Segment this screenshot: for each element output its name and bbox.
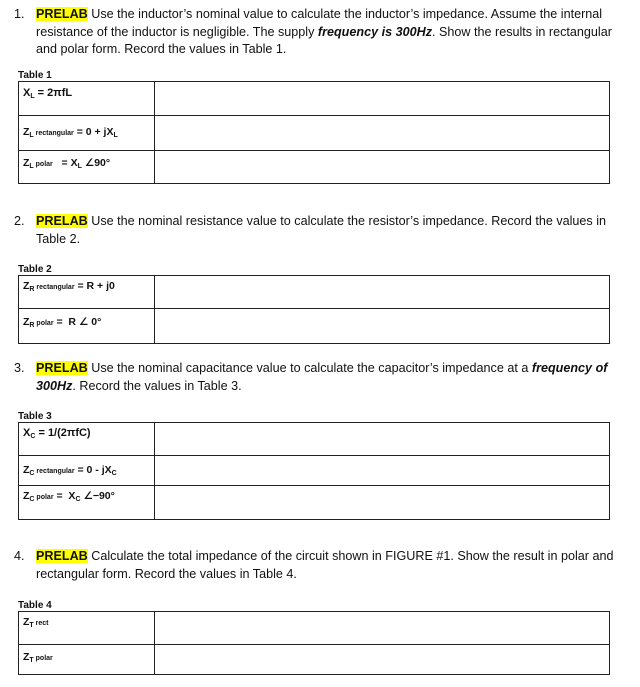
question-number: 1. xyxy=(14,7,25,21)
table-value-cell[interactable] xyxy=(155,309,610,344)
table-label-cell xyxy=(19,612,155,645)
question-text-end: . Record the values in Table 3. xyxy=(72,378,242,393)
question-3 xyxy=(14,360,614,395)
prelab-tag: PRELAB xyxy=(36,214,88,228)
zl-polar-formula: $Z_L$ polar = $X_L$ ∠90° xyxy=(23,157,111,170)
zt-rect-label: $Z_T$ rect xyxy=(23,616,49,629)
table-row xyxy=(19,612,610,645)
table-label-cell xyxy=(19,82,155,116)
table-value-cell[interactable] xyxy=(155,456,610,486)
zc-rect-formula: $Z_C$ rectangular = $0 - jX_C$ xyxy=(23,464,117,477)
question-2 xyxy=(14,213,614,248)
question-text: Use the nominal resistance value to calculate the resistor’s impedance. Record the values in Table 2. xyxy=(36,214,607,246)
table-1 xyxy=(18,81,610,184)
table-row xyxy=(19,423,610,456)
table-4-caption: Table 4 xyxy=(18,600,52,611)
zr-polar-formula: $Z_R$ polar = R ∠ 0° xyxy=(23,316,102,329)
table-2-caption: Table 2 xyxy=(18,264,52,275)
table-3-caption: Table 3 xyxy=(18,411,52,422)
table-label-cell xyxy=(19,423,155,456)
table-value-cell[interactable] xyxy=(155,486,610,520)
table-label-cell xyxy=(19,276,155,309)
question-text: Use the nominal capacitance value to calculate the capacitor’s impedance at a xyxy=(91,361,529,375)
table-label-cell xyxy=(19,456,155,486)
question-text-end: . Show the results in rectangular and polar form. Record the values in Table 1. xyxy=(36,24,612,56)
table-label-cell xyxy=(19,151,155,184)
table-row xyxy=(19,116,610,151)
question-1 xyxy=(14,6,614,59)
table-label-cell xyxy=(19,116,155,151)
emphasis-text: frequency is 300Hz xyxy=(317,24,432,39)
table-label-cell xyxy=(19,309,155,344)
question-number: 2. xyxy=(14,214,25,228)
table-row xyxy=(19,456,610,486)
table-row xyxy=(19,309,610,344)
table-3 xyxy=(18,422,610,520)
table-2 xyxy=(18,275,610,344)
table-value-cell[interactable] xyxy=(155,276,610,309)
question-number: 4. xyxy=(14,549,25,563)
table-value-cell[interactable] xyxy=(155,116,610,151)
question-4 xyxy=(14,548,614,583)
table-row xyxy=(19,276,610,309)
table-row xyxy=(19,82,610,116)
table-row xyxy=(19,486,610,520)
table-value-cell[interactable] xyxy=(155,645,610,675)
prelab-tag: PRELAB xyxy=(36,7,88,21)
question-number: 3. xyxy=(14,361,25,375)
emphasis-text: frequency of 300Hz xyxy=(36,361,608,393)
prelab-tag: PRELAB xyxy=(36,361,88,375)
table-1-caption: Table 1 xyxy=(18,70,52,81)
table-value-cell[interactable] xyxy=(155,423,610,456)
table-value-cell[interactable] xyxy=(155,151,610,184)
zr-rect-formula: $Z_R$ rectangular = R + j0 xyxy=(23,280,115,293)
question-text: Calculate the total impedance of the circuit shown in FIGURE #1. Show the result in polar and rectangular form. Record the values in Table 4. xyxy=(36,549,614,581)
table-4 xyxy=(18,611,610,675)
table-label-cell xyxy=(19,645,155,675)
question-text: Use the inductor’s nominal value to calculate the inductor’s impedance. Assume the internal resistance of the inductor is negligible. The supply xyxy=(36,7,603,39)
xl-formula: $X_L = 2\pi fL$ xyxy=(23,87,73,100)
table-row xyxy=(19,645,610,675)
zt-polar-label: $Z_T$ polar xyxy=(23,651,53,664)
table-label-cell xyxy=(19,486,155,520)
xc-formula: $X_C = 1/(2\pi fC)$ xyxy=(23,427,91,440)
table-value-cell[interactable] xyxy=(155,82,610,116)
table-value-cell[interactable] xyxy=(155,612,610,645)
table-row xyxy=(19,151,610,184)
zc-polar-formula: $Z_C$ polar = $X_C$ ∠−90° xyxy=(23,490,115,503)
prelab-tag: PRELAB xyxy=(36,549,88,563)
zl-rect-formula: $Z_L$ rectangular = $0 + jX_L$ xyxy=(23,126,118,139)
